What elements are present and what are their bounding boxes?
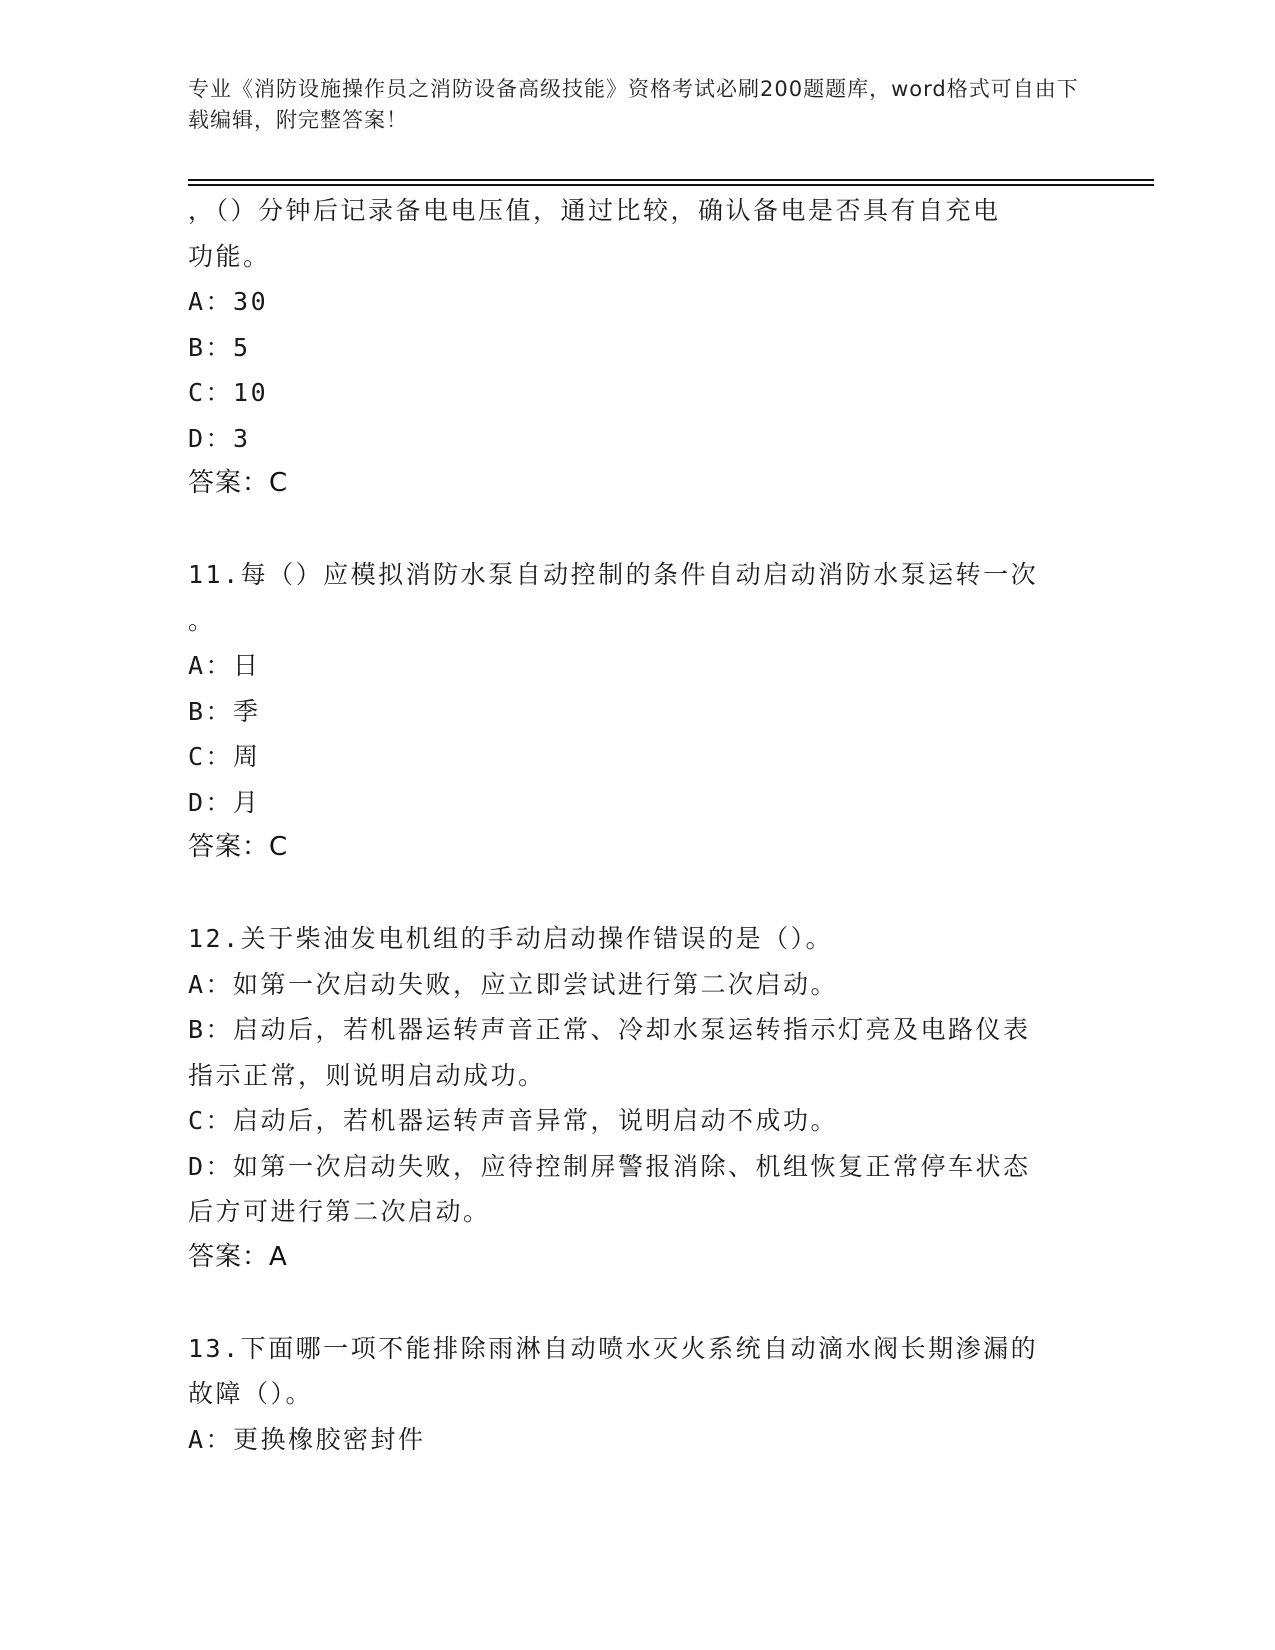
question-stem-line: 。: [188, 605, 216, 635]
option-c: C：10: [188, 378, 269, 407]
option-b: B：启动后，若机器运转声音正常、冷却水泵运转指示灯亮及电路仪表: [188, 1015, 1031, 1044]
answer-line: 答案：C: [188, 468, 289, 498]
header-divider-top: [188, 179, 1154, 181]
option-d: D：3: [188, 423, 251, 453]
option-a: A：日: [188, 651, 261, 680]
option-b: B：5: [188, 332, 251, 362]
question-block-13: [188, 1326, 1088, 1463]
option-a: A：30: [188, 287, 269, 316]
question-stem-line: ，（）分钟后记录备电电压值，通过比较，确认备电是否具有自充电: [188, 196, 1001, 225]
option-b: B：季: [188, 696, 261, 726]
spacer: [188, 507, 1088, 553]
option-a: A：如第一次启动失败，应立即尝试进行第二次启动。: [188, 969, 839, 999]
spacer: [188, 1280, 1088, 1326]
spacer: [188, 871, 1088, 917]
question-block-12: [188, 916, 1088, 1280]
option-b-continued: 指示正常，则说明启动成功。: [188, 1060, 546, 1090]
question-stem-line: 12.关于柴油发电机组的手动启动操作错误的是（）。: [188, 924, 834, 953]
header-divider-bottom: [188, 184, 1154, 186]
question-stem-line: 11.每（）应模拟消防水泵自动控制的条件自动启动消防水泵运转一次: [188, 560, 1039, 589]
option-d: D：月: [188, 787, 261, 817]
option-d-continued: 后方可进行第二次启动。: [188, 1197, 491, 1226]
question-block-continued: [188, 188, 1088, 507]
option-a: A：更换橡胶密封件: [188, 1424, 426, 1454]
answer-line: 答案：C: [188, 832, 289, 862]
question-stem-line: 功能。: [188, 241, 271, 271]
question-list: [188, 188, 1088, 1462]
question-block-11: [188, 552, 1088, 871]
option-d: D：如第一次启动失败，应待控制屏警报消除、机组恢复正常停车状态: [188, 1151, 1031, 1181]
question-stem-line: 故障（）。: [188, 1379, 314, 1408]
option-c: C：启动后，若机器运转声音异常，说明启动不成功。: [188, 1106, 839, 1135]
document-header: 专业《消防设施操作员之消防设备高级技能》资格考试必刷200题题库，word格式可自由下载编辑，附完整答案！: [188, 77, 1079, 132]
option-c: C：周: [188, 742, 261, 771]
answer-line: 答案：A: [188, 1241, 288, 1272]
question-stem-line: 13.下面哪一项不能排除雨淋自动喷水灭火系统自动滴水阀长期渗漏的: [188, 1333, 1039, 1363]
